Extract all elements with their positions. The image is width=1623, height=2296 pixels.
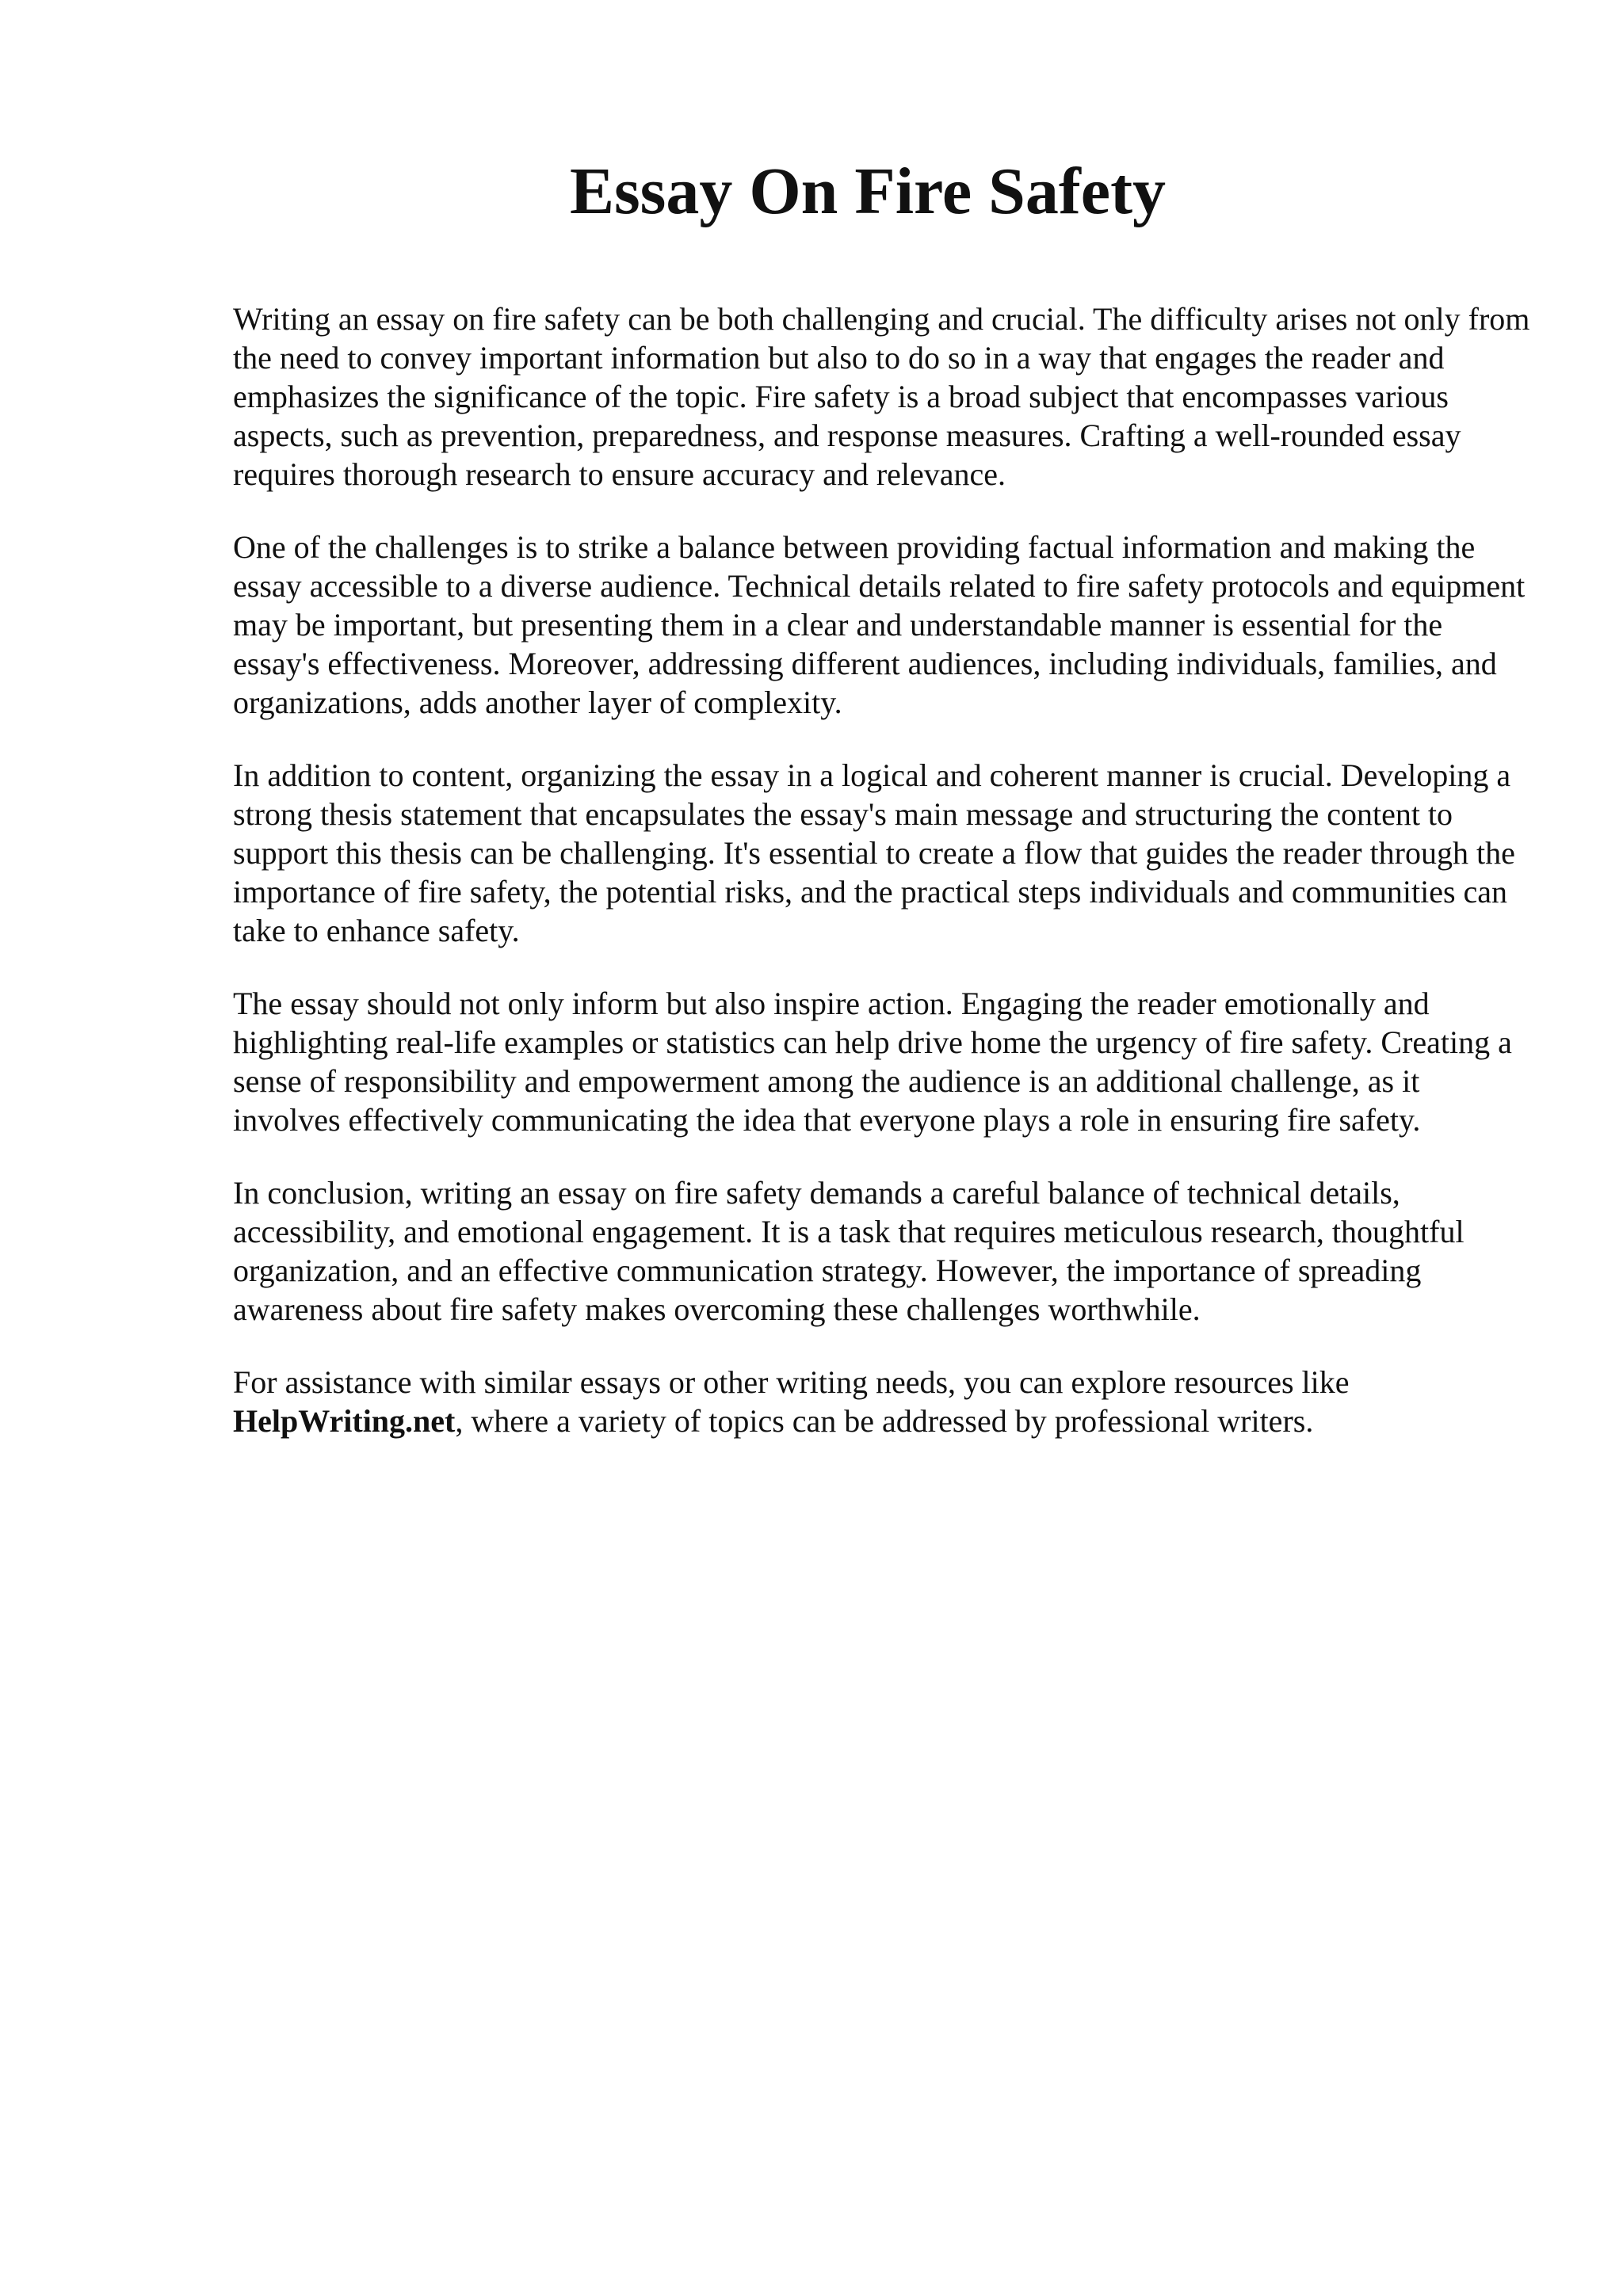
closing-intro-text: For assistance with similar essays or other writing needs, you can explore resources like xyxy=(233,1364,1350,1400)
paragraph-3: In addition to content, organizing the essay in a logical and coherent manner is crucial. Developing a strong thesis statement that encapsulates the essay's main message and structuring the content to support this thesis can be challenging. It's essential to create a flow that guides the reader through the importance of fire safety, the potential risks, and the practical steps individuals and communities can take to enhance safety. xyxy=(233,757,1515,948)
paragraph-1: Writing an essay on fire safety can be both challenging and crucial. The difficulty arises not only from the need to convey important information but also to do so in a way that engages the reader and emphasizes the significance of the topic. Fire safety is a broad subject that encompasses various aspects, such as prevention, preparedness, and response measures. Crafting a well-rounded essay requires thorough research to ensure accuracy and relevance. xyxy=(233,301,1530,492)
closing-paragraph xyxy=(233,1363,1533,1440)
helpwriting-brand: HelpWriting.net xyxy=(233,1403,456,1439)
paragraph-5: In conclusion, writing an essay on fire safety demands a careful balance of technical details, accessibility, and emotional engagement. It is a task that requires meticulous research, thoughtful organization, and an effective communication strategy. However, the importance of spreading awareness about fire safety makes overcoming these challenges worthwhile. xyxy=(233,1175,1465,1327)
essay-body xyxy=(233,299,1533,1474)
paragraph-2: One of the challenges is to strike a balance between providing factual information and making the essay accessible to a diverse audience. Technical details related to fire safety protocols and equipment may be important, but presenting them in a clear and understandable manner is essential for the essay's effectiveness. Moreover, addressing different audiences, including individuals, families, and organizations, adds another layer of complexity. xyxy=(233,529,1526,720)
closing-outro-text: , where a variety of topics can be addressed by professional writers. xyxy=(455,1403,1314,1439)
document-title: Essay On Fire Safety xyxy=(569,154,1167,228)
paragraph-4: The essay should not only inform but also inspire action. Engaging the reader emotionally and highlighting real-life examples or statistics can help drive home the urgency of fire safety. Creating a sense of responsibility and empowerment among the audience is an additional challenge, as it involves effectively communicating the idea that everyone plays a role in ensuring fire safety. xyxy=(233,986,1512,1138)
